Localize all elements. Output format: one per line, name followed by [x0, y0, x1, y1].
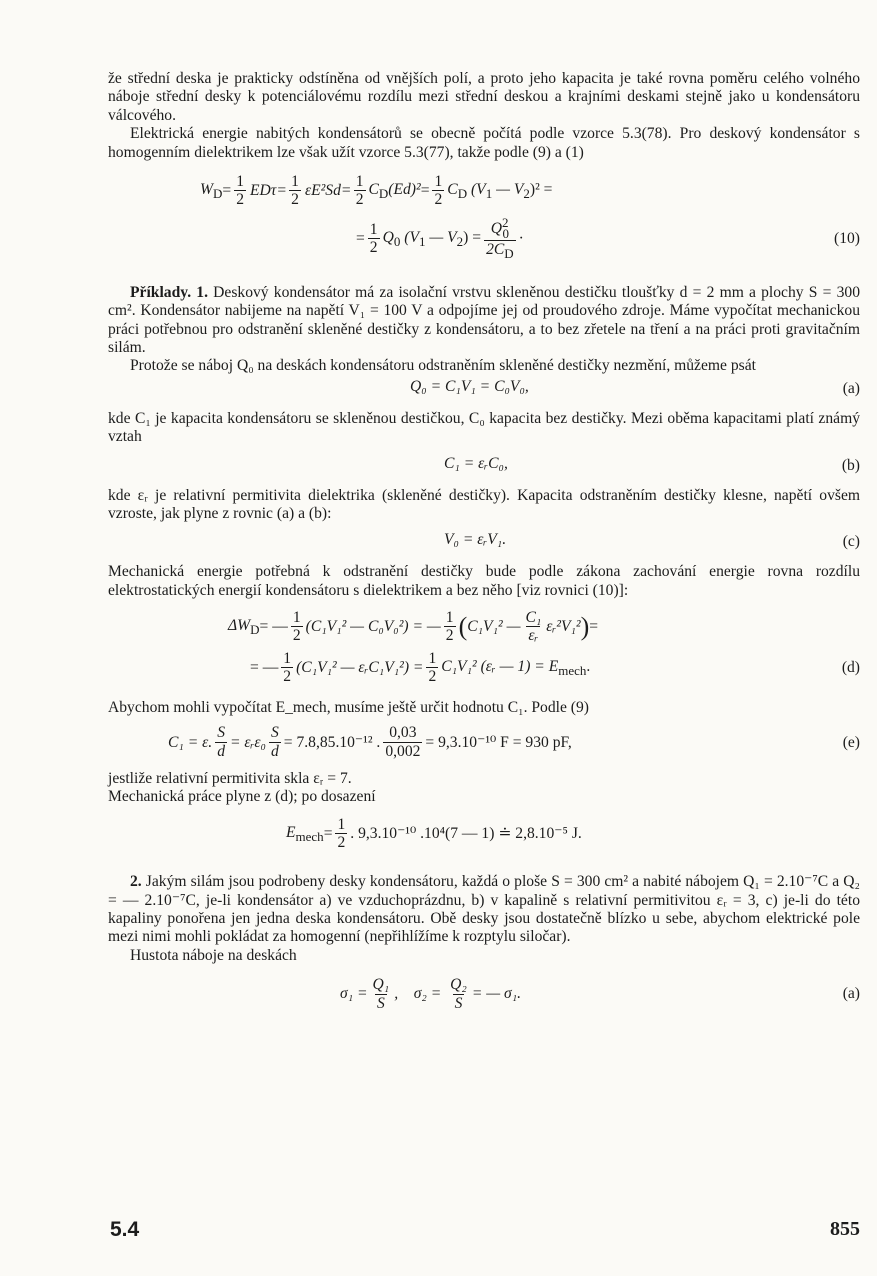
equation-number: (d) [841, 658, 860, 676]
eq-term: = 9,3.10⁻¹⁰ F = 930 pF, [425, 733, 572, 751]
eq-term: . 9,3.10⁻¹⁰ .10⁴(7 — 1) ≐ 2,8.10⁻⁵ J. [350, 824, 582, 842]
fraction: $\frac{1}{2}$ [428, 649, 437, 685]
paragraph: Protože se náboj Q₀ na deskách kondensátoru odstraněním skleněné destičky nezmění, můžeme psát [130, 357, 756, 375]
paragraph: Mechanická energie potřebná k odstranění destičky bude podle zákona zachování energie rovna rozdílu elektrostatických energií kondensátoru s dielektrikem a bez něho [viz rovnici (10)]: [108, 563, 860, 599]
example-heading: 2. [130, 873, 142, 891]
eq-term: C₁V₁² — [467, 618, 521, 636]
eq-term: $C_D$ ($V_1$ — $V_2)^2$ = [447, 180, 553, 202]
paragraph: že střední deska je prakticky odstíněna od vnějších polí, a proto jeho kapacita je také rovna poměru celého volného náboje střední desky k potenciálovému rozdílu mezi střední deskou a krajními deskami stejně jako u kondensátoru válcového. [108, 70, 860, 124]
page-number: 855 [830, 1218, 860, 1240]
fraction: $\frac{0,03}{0,002}$ [385, 724, 421, 760]
eq-term: Q₀ = C₁V₁ = C₀V₀, [410, 377, 529, 395]
bracket-open: ( [458, 612, 468, 642]
fraction: $\frac{1}{2}$ [369, 220, 378, 257]
fraction: $\frac{1}{2}$ [445, 609, 454, 645]
eq-term: = [323, 824, 333, 842]
eq-term: = [589, 618, 599, 636]
eq-term: , σ₂ = [394, 985, 446, 1003]
eq-term: · [518, 229, 524, 247]
equation-e [108, 725, 860, 760]
equation-number: (b) [841, 456, 860, 474]
eq-term: = — [259, 618, 288, 636]
eq-term: C₁ = ε. [168, 733, 213, 751]
eq-term: = εᵣε₀ [229, 733, 266, 751]
section-number: 5.4 [110, 1218, 140, 1241]
equation-sigma [108, 977, 860, 1012]
paragraph [108, 873, 860, 947]
fraction: $\frac{1}{2}$ [355, 172, 364, 209]
equation-10-line2 [108, 216, 860, 261]
paragraph: Mechanická práce plyne z (d); po dosazení [108, 788, 376, 806]
eq-term: (C₁V₁² — εᵣC₁V₁²) = [296, 658, 424, 676]
eq-term: $C_D(Ed)^2$ [368, 180, 421, 202]
eq-term: V₀ = εᵣV₁. [444, 531, 507, 549]
fraction: $\frac{S}{d}$ [217, 724, 225, 760]
equation-d-line1 [108, 610, 860, 645]
eq-term: C₁ = εᵣC₀, [444, 454, 508, 472]
fraction: $\frac{\text{Q₁}}{S}$ [372, 976, 390, 1012]
fraction: $\frac{\text{Q₂}}{S}$ [450, 976, 467, 1012]
fraction: $\frac{S}{d}$ [270, 724, 279, 760]
equation-number: (10) [834, 229, 860, 247]
example-text: Jakým silám jsou podrobeny desky kondensátoru, každá o ploše S = 300 cm² a nabité nábojem Q₁ = 2.10⁻⁷C a Q₂ = — 2.10⁻⁷C, je-li kondensátor a) ve vzduchoprázdnu, b) v kapalině s relativní permitivitou εᵣ = 3, c) je-li do této kapaliny ponořena jen jedna deska kondensátoru. Obě desky jsou dostatečně blízko u sebe, abychom elektrické pole mezi nimi mohli pokládat za homogenní (nepřihlížíme k rozptylu siločar). [108, 873, 860, 946]
paragraph: jestliže relativní permitivita skla εᵣ = 7. [108, 769, 352, 787]
equation-emech [108, 817, 860, 852]
equation-a [108, 378, 860, 400]
equation-10-line1 [108, 174, 860, 209]
equation-number: (a) [842, 985, 860, 1003]
paragraph: Abychom mohli vypočítat E_mech, musíme ještě určit hodnotu C₁. Podle (9) [108, 699, 589, 717]
eq-term: $Q_0$ ($V_1$ — $V_2$) = [382, 228, 482, 250]
fraction: $\frac{1}{2}$ [292, 609, 301, 645]
eq-term: = [341, 182, 351, 199]
eq-term: εE²Sd [304, 182, 341, 199]
fraction: $\frac{1}{2}$ [236, 172, 244, 209]
example-heading: Příklady. 1. [130, 283, 208, 301]
equation-number: (a) [842, 379, 860, 397]
eq-term: = — [250, 658, 279, 676]
fraction: $\frac{1}{2}$ [283, 649, 292, 685]
paragraph: kde εᵣ je relativní permitivita dielektrika (skleněné destičky). Kapacita odstraněním destičky klesne, napětí ovšem vzroste, jak plyne z rovnic (a) a (b): [108, 486, 860, 522]
eq-term: εᵣ²V₁² [546, 618, 581, 636]
fraction: $\frac{1}{2}$ [337, 815, 346, 852]
fraction: $\frac{1}{2}$ [434, 172, 443, 209]
equation-c [108, 531, 860, 553]
eq-term: = [277, 182, 287, 199]
fraction: $\frac{1}{2}$ [291, 172, 299, 209]
equation-b [108, 455, 860, 477]
eq-term: $E_{mech}$ [286, 823, 324, 844]
text-column [108, 70, 860, 1012]
eq-term: = — σ₁. [471, 985, 522, 1003]
bracket-close: ) [580, 612, 590, 642]
fraction: $\frac{\text{C₁}}{\text{εᵣ}}$ [525, 609, 542, 645]
example-text: Deskový kondensátor má za isolační vrstvu skleněnou destičku tloušťky d = 2 mm a plochy S = 300 cm². Kondensátor nabijeme na napětí V₁ = 100 V a odpojíme jej od proudového zdroje. Máme vypočítat mechanickou práci potřebnou pro odstranění skleněné destičky z kondensátoru, a to bez zřetele na tření a na práci proti gravitačním silám. [108, 283, 860, 356]
paragraph [108, 284, 860, 358]
eq-term: $\Delta W_D$ [228, 617, 260, 638]
equation-d-line2 [108, 651, 860, 686]
eq-term: EDτ [249, 182, 277, 199]
eq-term: = [356, 229, 365, 247]
eq-term: (C₁V₁² — C₀V₀²) = — [305, 618, 441, 636]
eq-term: = [420, 182, 430, 199]
paragraph: Elektrická energie nabitých kondensátorů se obecně počítá podle vzorce 5.3(78). Pro deskový kondensátor s homogenním dielektrikem lze však užít vzorce 5.3(77), takže podle (9) a (1) [108, 125, 860, 161]
paragraph: kde C₁ je kapacita kondensátoru se skleněnou destičkou, C₀ kapacita bez destičky. Mezi oběma kapacitami platí známý vztah [108, 409, 860, 446]
eq-term: $W_D$ [200, 180, 223, 202]
eq-term: = 7.8,85.10⁻¹² . [283, 733, 381, 751]
fraction: $\frac{Q^2_0}{2C_D}$ [486, 215, 514, 262]
eq-term: C₁V₁² (εᵣ — $1) = E_{mech}$. [441, 657, 591, 678]
eq-term: = [222, 182, 232, 199]
equation-number: (e) [842, 733, 860, 751]
eq-term: σ₁ = [340, 985, 368, 1003]
equation-number: (c) [842, 533, 860, 551]
paragraph: Hustota náboje na deskách [130, 946, 297, 964]
